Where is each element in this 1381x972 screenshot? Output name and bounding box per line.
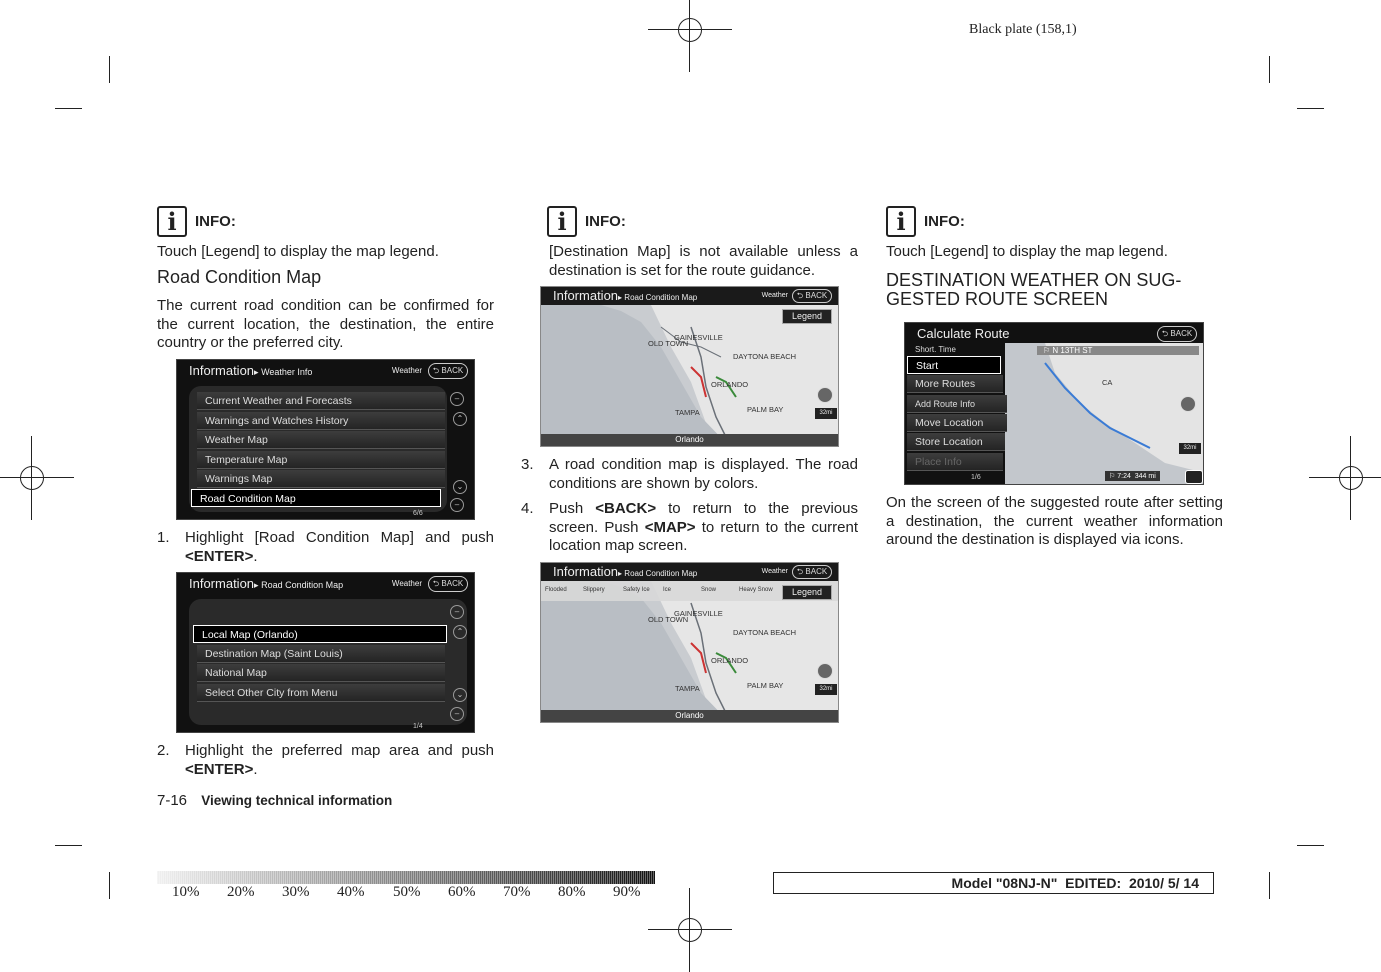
map-label: DAYTONA BEACH	[733, 628, 797, 637]
menu-item[interactable]: Destination Map (Saint Louis)	[197, 645, 445, 663]
legend-item: Ice	[663, 587, 672, 593]
model-box	[773, 872, 1214, 894]
road-condition-map-2	[540, 562, 839, 723]
info-text: [Destination Map] is not available unless a destination is set for the route guidance.	[549, 243, 858, 279]
scroll-down-icon[interactable]: ⌄	[453, 688, 467, 702]
legend-button[interactable]: Legend	[782, 309, 832, 324]
legend-item: Flooded	[545, 587, 567, 593]
map-label: PALM BAY	[747, 405, 784, 414]
density-label: 90%	[613, 884, 641, 900]
intro-paragraph: The current road condition can be confirmed for the current location, the destination, the entire country or the preferred city.	[157, 297, 494, 351]
info-icon: i	[157, 206, 187, 237]
state-label: CA	[1102, 378, 1113, 387]
page-number: 7-16	[157, 792, 188, 809]
map-label: GAINESVILLE	[674, 333, 723, 342]
map-label: OLD TOWN	[648, 339, 689, 348]
info-label: INFO:	[195, 213, 236, 230]
step-1: 1. Highlight [Road Condition Map] and push <ENTER>.	[157, 529, 494, 565]
weather-icon[interactable]	[1185, 470, 1203, 484]
legend-item: Slippery	[583, 587, 605, 593]
info-icon: i	[547, 206, 577, 237]
info-heading	[886, 206, 965, 237]
back-button[interactable]: ⮌ BACK	[428, 363, 468, 379]
registration-mark-right	[1331, 458, 1371, 498]
screen-header	[905, 323, 1203, 345]
zoom-icon[interactable]	[817, 387, 833, 403]
route-menu-item[interactable]: Place Info	[907, 453, 1003, 471]
plate-label: Black plate (158,1)	[969, 22, 1077, 37]
weather-label: Weather	[761, 568, 788, 575]
page-indicator: 1/6	[971, 474, 981, 481]
crop-mark	[109, 56, 110, 83]
step-4: 4. Push <BACK> to return to the previous screen. Push <MAP> to return to the current location map screen.	[521, 500, 859, 554]
section-title: Road Condition Map	[157, 267, 322, 287]
map-label: DAYTONA BEACH	[733, 352, 797, 361]
route-mode: Short. Time	[915, 345, 956, 354]
step-2: 2. Highlight the preferred map area and push <ENTER>.	[157, 742, 494, 778]
step-3: 3. A road condition map is displayed. The road conditions are shown by colors.	[521, 456, 858, 492]
footer-section: Viewing technical information	[201, 793, 393, 808]
back-button[interactable]: ⮌ BACK	[792, 565, 832, 579]
map-header	[541, 287, 838, 305]
route-menu-item[interactable]: More Routes	[907, 375, 1003, 393]
menu-item[interactable]: National Map	[197, 664, 445, 682]
section-title: DESTINATION WEATHER ON SUG-GESTED ROUTE SCREEN	[886, 270, 1182, 309]
map-scale: 32mi	[815, 408, 837, 419]
info-heading	[547, 206, 626, 237]
scroll-up-icon[interactable]: ⌃	[453, 412, 467, 426]
screen-header	[177, 360, 474, 382]
crop-mark	[55, 108, 82, 109]
back-button[interactable]: ⮌ BACK	[428, 576, 468, 592]
menu-item[interactable]: Warnings and Watches History	[197, 412, 445, 430]
map-label: PALM BAY	[747, 681, 784, 690]
crop-mark	[1269, 56, 1270, 83]
map-label: GAINESVILLE	[674, 609, 723, 618]
route-menu-item[interactable]: Move Location	[907, 414, 1007, 432]
scroll-icon[interactable]: –	[450, 605, 464, 619]
scroll-down-icon[interactable]: ⌄	[453, 480, 467, 494]
menu-item-selected[interactable]: Road Condition Map	[191, 489, 441, 507]
map-label: ORLANDO	[711, 380, 749, 389]
weather-label: Weather	[391, 579, 422, 588]
page-indicator: 1/4	[413, 723, 423, 730]
route-menu-item[interactable]: Store Location	[907, 433, 1005, 451]
map-city: Orlando	[541, 710, 838, 722]
road-condition-menu-screen	[176, 572, 475, 733]
map-title: Information▸ Road Condition Map	[553, 288, 698, 303]
screen-title: Information▸ Road Condition Map	[189, 576, 344, 591]
info-icon: i	[886, 206, 916, 237]
density-label: 10%	[172, 884, 200, 900]
map-title: Information▸ Road Condition Map	[553, 564, 698, 579]
page-indicator: 6/6	[413, 510, 423, 517]
crop-mark	[55, 845, 82, 846]
map-label: TAMPA	[675, 408, 700, 417]
road-condition-map-1	[540, 286, 839, 447]
back-button[interactable]: ⮌ BACK	[1157, 326, 1197, 342]
menu-item-selected[interactable]: Local Map (Orlando)	[193, 625, 447, 643]
density-label: 80%	[558, 884, 586, 900]
map-city: Orlando	[541, 434, 838, 446]
density-label: 20%	[227, 884, 255, 900]
page-footer	[157, 792, 392, 809]
info-text: Touch [Legend] to display the map legend.	[886, 243, 1168, 260]
info-label: INFO:	[585, 213, 626, 230]
info-label: INFO:	[924, 213, 965, 230]
crop-mark	[109, 872, 110, 899]
body-paragraph: On the screen of the suggested route after setting a destination, the current weather information around the destination is displayed via icons.	[886, 494, 1223, 548]
density-label: 60%	[448, 884, 476, 900]
scroll-icon[interactable]: –	[450, 707, 464, 721]
info-heading	[157, 206, 236, 237]
scroll-up-icon[interactable]: ⌃	[453, 625, 467, 639]
scroll-icon[interactable]: –	[450, 392, 464, 406]
route-menu-item-selected[interactable]: Start	[907, 356, 1001, 374]
info-text: Touch [Legend] to display the map legend.	[157, 243, 439, 260]
menu-item[interactable]: Select Other City from Menu	[197, 684, 445, 702]
zoom-icon[interactable]	[817, 663, 833, 679]
weather-label: Weather	[761, 292, 788, 299]
density-label: 30%	[282, 884, 310, 900]
zoom-icon[interactable]	[1180, 396, 1196, 412]
density-label: 70%	[503, 884, 531, 900]
crop-mark	[1269, 872, 1270, 899]
map-label: TAMPA	[675, 684, 700, 693]
weather-info-screen	[176, 359, 475, 520]
registration-mark-left	[12, 458, 52, 498]
registration-mark-bottom	[670, 910, 710, 950]
scroll-icon[interactable]: –	[450, 498, 464, 512]
menu-item[interactable]: Warnings Map	[197, 470, 445, 488]
menu-item[interactable]: Weather Map	[197, 431, 445, 449]
registration-mark-top	[670, 10, 710, 50]
screen-header	[177, 573, 474, 595]
map-label: OLD TOWN	[648, 615, 689, 624]
calculate-route-screen	[904, 322, 1204, 485]
legend-item: Safety Ice	[623, 587, 650, 593]
route-menu-item[interactable]: Add Route Info	[907, 395, 1007, 413]
density-label: 40%	[337, 884, 365, 900]
model-info: Model "08NJ-N" EDITED: 2010/ 5/ 14	[951, 875, 1199, 891]
density-label: 50%	[393, 884, 421, 900]
crop-mark	[1297, 845, 1324, 846]
screen-title: Calculate Route	[917, 326, 1010, 341]
screen-title: Information▸ Weather Info	[189, 363, 313, 378]
street-label: ⚐ N 13TH ST	[1037, 346, 1199, 355]
map-header	[541, 563, 838, 581]
map-label: ORLANDO	[711, 656, 749, 665]
back-button[interactable]: ⮌ BACK	[792, 289, 832, 303]
legend-item: Snow	[701, 587, 717, 593]
menu-item[interactable]: Current Weather and Forecasts	[197, 392, 445, 410]
map-scale: 32mi	[1179, 443, 1201, 454]
legend-item: Heavy Snow	[739, 587, 773, 593]
density-strip	[157, 871, 655, 884]
crop-mark	[1297, 108, 1324, 109]
map-scale: 32mi	[815, 684, 837, 695]
weather-label: Weather	[391, 366, 422, 375]
menu-item[interactable]: Temperature Map	[197, 451, 445, 469]
route-summary: ⚐ 7:24 344 mi	[1105, 471, 1160, 481]
legend-button[interactable]: Legend	[782, 585, 832, 600]
